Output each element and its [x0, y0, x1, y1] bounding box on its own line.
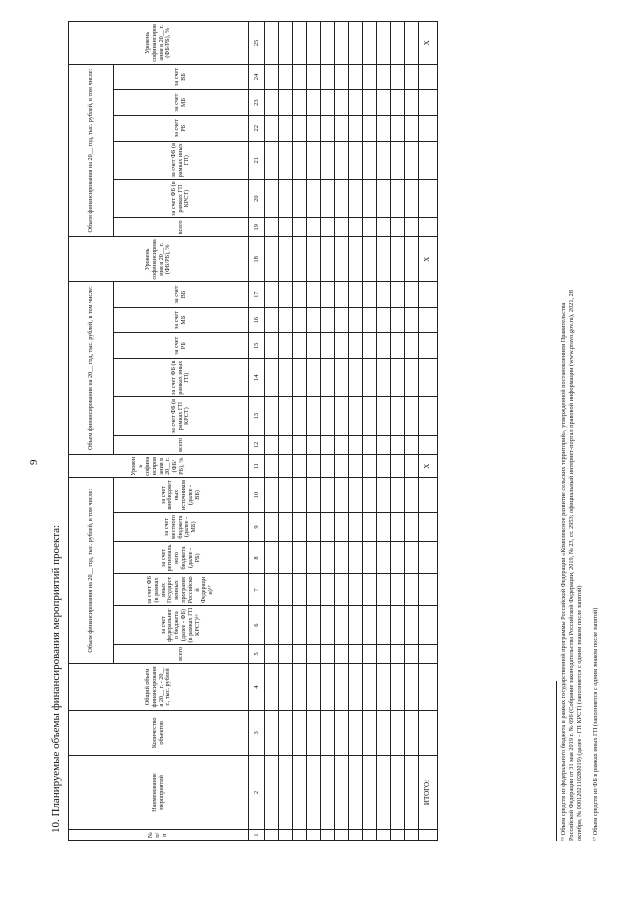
col-num: 17	[249, 282, 265, 308]
table-row	[377, 22, 391, 841]
col-num: 8	[249, 542, 265, 574]
col-num: 19	[249, 218, 265, 237]
header-fb-krst-2: за счет ФБ (в рамках ГП КРСТ)	[114, 397, 249, 435]
header-name: Наименование мероприятий	[69, 755, 249, 830]
col-num: 5	[249, 644, 265, 663]
col-num: 22	[249, 115, 265, 141]
header-year-1: Объем финансирования на 20__ год, тыс. рублей, в том числе:	[69, 478, 114, 664]
header-fb-krst-1: за счет федерального бюджета (далее - ФБ) (в рамках ГП КРСТ)¹⁶	[114, 606, 249, 644]
header-no: № п/п	[69, 830, 249, 841]
col-num: 18	[249, 237, 265, 282]
header-vsego-1: всего	[114, 644, 249, 663]
table-row	[391, 22, 405, 841]
header-fb-krst-3: за счет ФБ (в рамках ГП КРСТ)	[114, 179, 249, 217]
header-fb-other-2: за счет ФБ (в рамках иных ГП)	[114, 359, 249, 397]
col-num: 21	[249, 141, 265, 179]
header-mb-1: за счет местного бюджета (далее - МБ)	[114, 512, 249, 542]
x-mark: X	[419, 237, 438, 282]
header-fb-other-3: за счет ФБ (в рамках иных ГП)	[114, 141, 249, 179]
col-num: 9	[249, 512, 265, 542]
col-num: 13	[249, 397, 265, 435]
header-fb-other-1: за счет ФБ (в рамках иных Государственных программ Российской Федерации)¹⁷	[114, 574, 249, 606]
col-num: 4	[249, 664, 265, 711]
column-numbers-row	[249, 22, 265, 841]
header-mb-2: за счет МБ	[114, 307, 249, 333]
col-num: 7	[249, 574, 265, 606]
table-row	[307, 22, 321, 841]
col-num: 14	[249, 359, 265, 397]
col-num: 20	[249, 179, 265, 217]
table-row	[363, 22, 377, 841]
col-num: 6	[249, 606, 265, 644]
header-mb-3: за счет МБ	[114, 90, 249, 116]
header-rb-3: за счет РБ	[114, 115, 249, 141]
header-rb-2: за счет РБ	[114, 333, 249, 359]
section-title: 10. Планируемые объемы финансирования мероприятий проекта:	[50, 524, 62, 833]
footnote-16: ¹⁶ Объем средств из федерального бюджета в рамках государственной программы Российской Федерации «Комплексное развитие сельских территорий», утвержденной постановлением Правительства Российской Федерации от 31 мая 2019 г. № 696 (Собрание законодательства Российской Федерации, 2019, № 23, ст. 2953; официальный интернет-портал правовой информации (www.pravo.gov.ru), 2021, 28 октября, № 0001202110280019) (далее - ГП КРСТ) (заполняется с одним знаком после запятой)	[560, 290, 583, 841]
table-row	[405, 22, 419, 841]
col-num: 12	[249, 435, 265, 454]
table-row	[293, 22, 307, 841]
header-level-2: Уровень софинансирования в 20__ г. (ФБ/РБ), %	[69, 237, 249, 282]
header-vb-1: за счет внебюджетных источников (далее - ВБ)	[114, 478, 249, 512]
col-num: 3	[249, 710, 265, 755]
header-year-2: Объем финансирования на 20__ год, тыс. рублей, в том числе:	[69, 282, 114, 455]
header-vb-2: за счет ВБ	[114, 282, 249, 308]
col-num: 11	[249, 455, 265, 478]
col-num: 24	[249, 64, 265, 90]
header-year-3: Объем финансирования на 20__ год, тыс. рублей, в том числе:	[69, 64, 114, 237]
col-num: 10	[249, 478, 265, 512]
footnote-17: ¹⁷ Объем средств из ФБ в рамках иных ГП (заполняется с одним знаком после запятой)	[592, 607, 599, 841]
footnote-divider	[556, 681, 557, 841]
col-num: 16	[249, 307, 265, 333]
total-row	[419, 22, 438, 841]
header-total: Общий объем финансирования 20__ г. - 20__ г., тыс. рублей	[69, 664, 249, 711]
financing-table	[68, 21, 438, 841]
table-row	[349, 22, 363, 841]
col-num: 23	[249, 90, 265, 116]
table-row	[335, 22, 349, 841]
table-row	[265, 22, 279, 841]
header-vsego-3: всего	[114, 218, 249, 237]
header-vsego-2: всего	[114, 435, 249, 454]
col-num: 1	[249, 830, 265, 841]
page-number: 9	[28, 459, 40, 465]
header-count: Количество объектов	[69, 710, 249, 755]
x-mark: X	[419, 455, 438, 478]
table-row	[279, 22, 293, 841]
col-num: 25	[249, 22, 265, 65]
header-rb-1: за счет регионального бюджета (далее - РБ)	[114, 542, 249, 574]
col-num: 2	[249, 755, 265, 830]
header-vb-3: за счет ВБ	[114, 64, 249, 90]
x-mark: X	[419, 22, 438, 65]
header-level-1: Уровень софинансирования в 20__ г. (ФБ/РБ), %	[69, 455, 249, 478]
header-level-3: Уровень софинансирования в 20__ г. (ФБ/РБ), %	[69, 22, 249, 65]
table-row	[321, 22, 335, 841]
total-label: ИТОГО:	[419, 755, 438, 830]
col-num: 15	[249, 333, 265, 359]
